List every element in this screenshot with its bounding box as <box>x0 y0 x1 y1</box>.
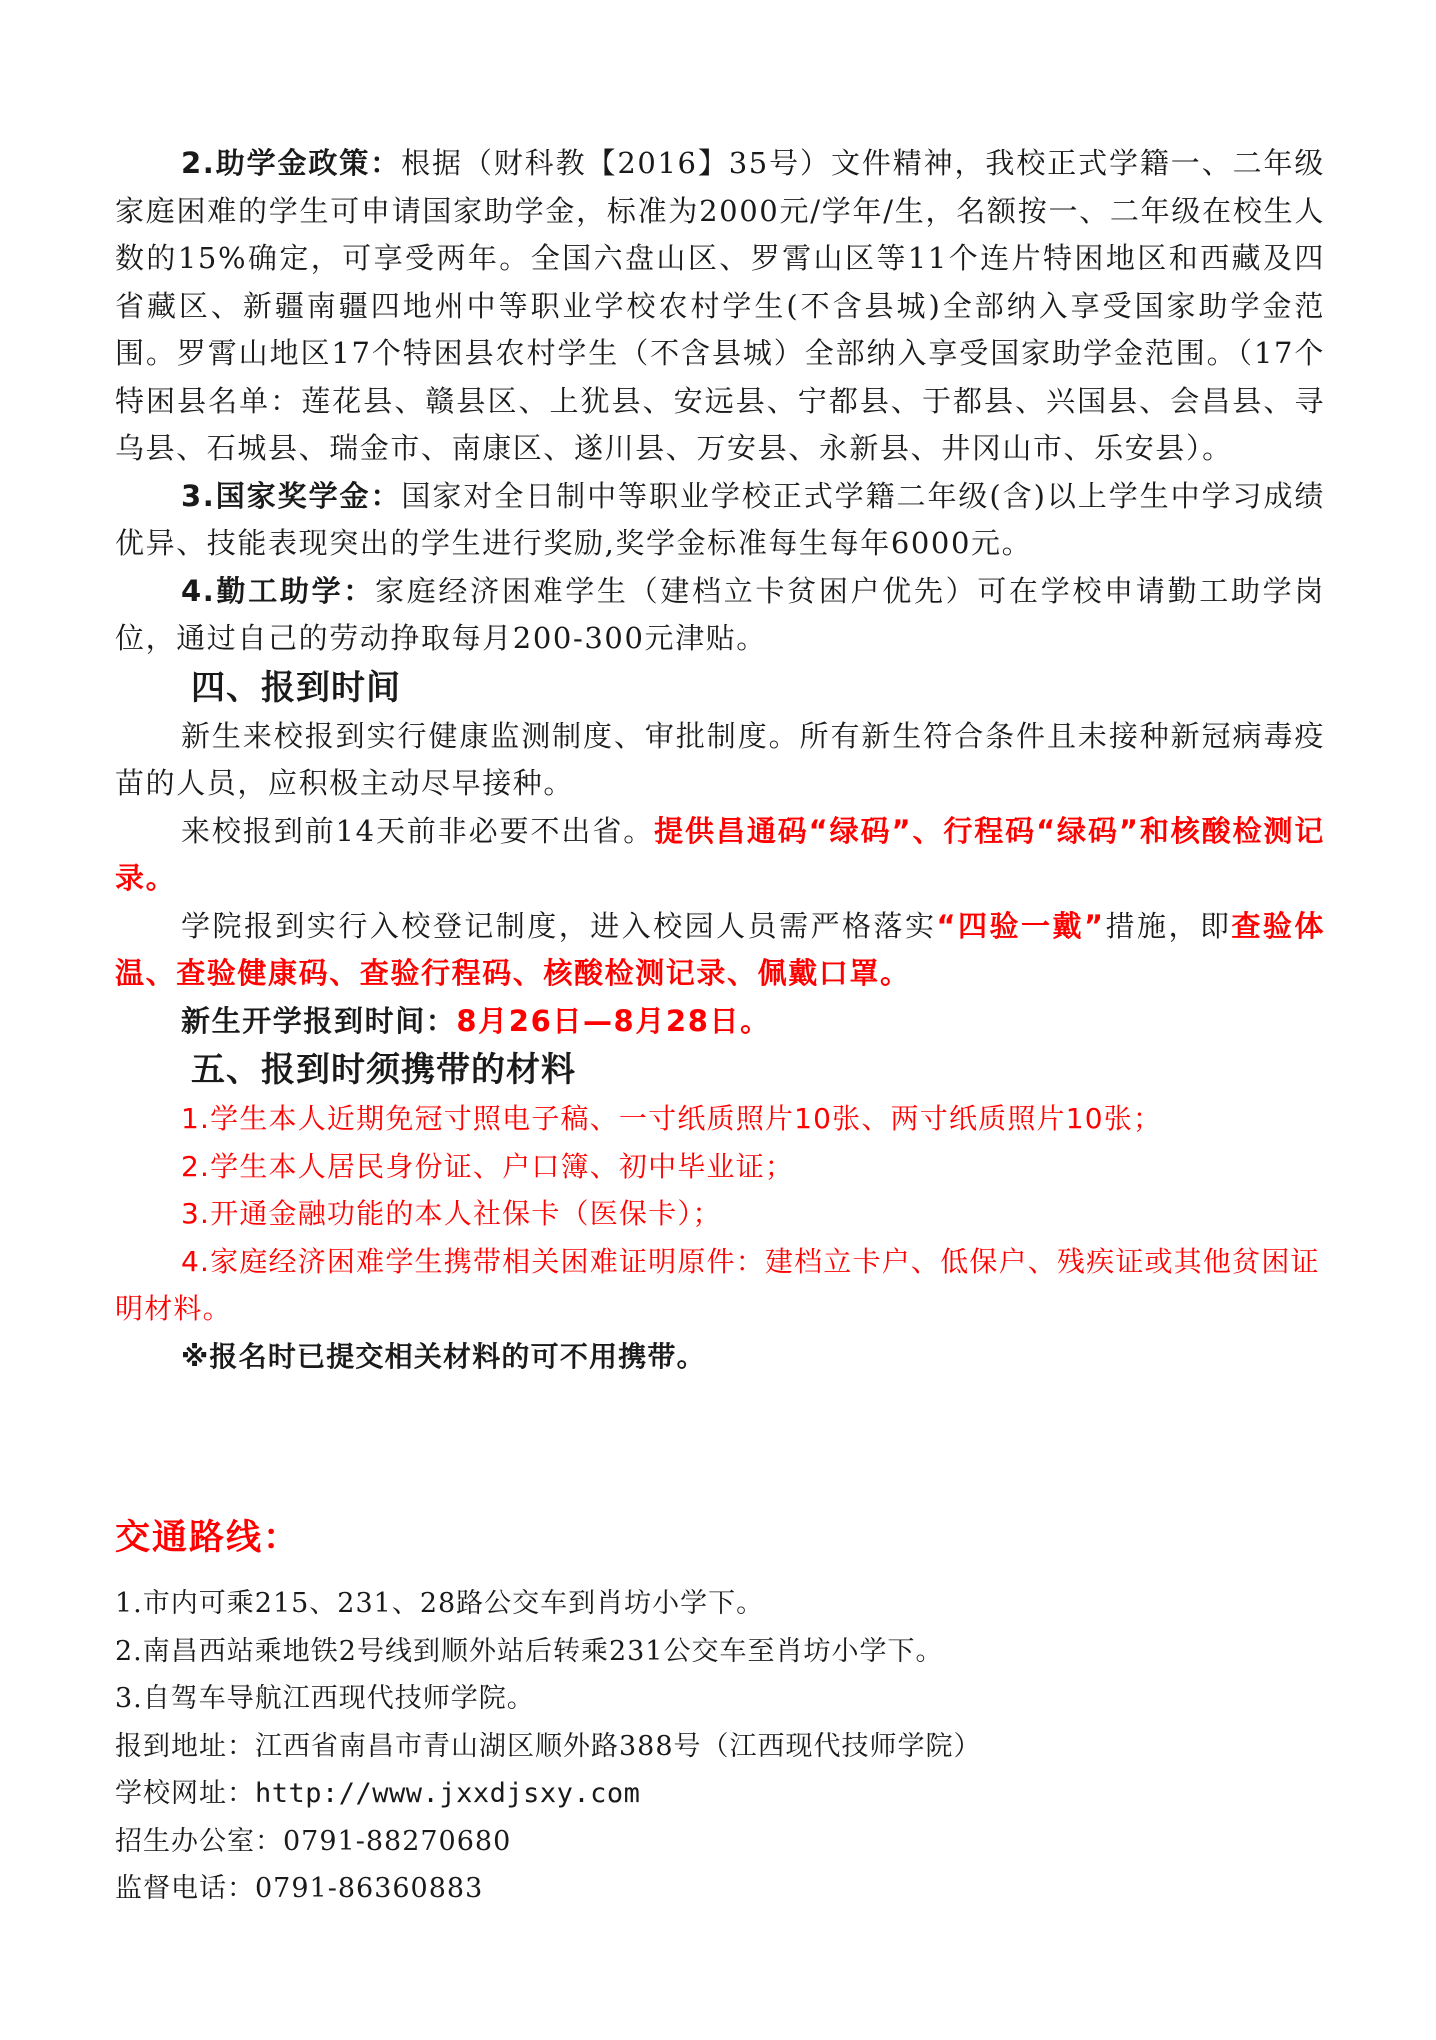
grant-policy-text: 根据（财科教【2016】35号）文件精神，我校正式学籍一、二年级家庭困难的学生可申请国家助学金，标准为2000元/学年/生，名额按一、二年级在校生人数的15%确定，可享受两年。全国六盘山区、罗霄山区等11个连片特困地区和西藏及四省藏区、新疆南疆四地州中等职业学校农村学生(不含县城)全部纳入享受国家助学金范围。罗霄山地区17个特困县农村学生（不含县城）全部纳入享受国家助学金范围。（17个特困县名单：莲花县、赣县区、上犹县、安远县、宁都县、于都县、兴国县、会昌县、寻乌县、石城县、瑞金市、南康区、遂川县、万安县、永新县、井冈山市、乐安县）。 <box>115 146 1325 465</box>
supervision-phone-line <box>115 1865 1325 1913</box>
address-value: 江西省南昌市青山湖区顺外路388号（江西现代技师学院） <box>255 1730 982 1762</box>
traffic-routes-title: 交通路线： <box>115 1518 301 1558</box>
section-heading-registration-time: 四、报到时间 <box>191 667 401 708</box>
grant-policy-label: 2.助学金政策： <box>181 146 402 180</box>
materials-item: 1.学生本人近期免冠寸照电子稿、一寸纸质照片10张、两寸纸质照片10张； <box>181 1102 1163 1135</box>
travel-requirement-paragraph <box>115 808 1325 903</box>
entry-registration-paragraph <box>115 903 1325 998</box>
four-checks-one-mask-highlight: “四验一戴” <box>936 908 1105 943</box>
entry-registration-text-2: 措施，即 <box>1104 908 1232 943</box>
supervision-phone-value: 0791-86360883 <box>255 1873 484 1904</box>
website-label: 学校网址： <box>115 1778 255 1809</box>
materials-note: ※报名时已提交相关材料的可不用携带。 <box>181 1339 706 1373</box>
address-line <box>115 1723 1325 1771</box>
address-label: 报到地址： <box>115 1730 255 1762</box>
entry-registration-text-1: 学院报到实行入校登记制度，进入校园人员需严格落实 <box>181 908 937 943</box>
materials-item: 3.开通金融功能的本人社保卡（医保卡）； <box>181 1197 722 1230</box>
registration-date-label: 新生开学报到时间： <box>181 1003 457 1038</box>
materials-item: 2.学生本人居民身份证、户口簿、初中毕业证； <box>181 1149 795 1183</box>
admissions-office-phone: 0791-88270680 <box>283 1825 512 1857</box>
traffic-info <box>115 1580 1325 1913</box>
work-study-paragraph <box>115 568 1325 663</box>
materials-item: 4.家庭经济困难学生携带相关困难证明原件：建档立卡户、低保户、残疾证或其他贫困证明材料。 <box>115 1244 1320 1325</box>
section-heading-materials: 五、报到时须携带的材料 <box>191 1050 576 1090</box>
entry-checks-highlight: 查验体温、查验健康码、查验行程码、核酸检测记录、佩戴口罩。 <box>115 908 1325 990</box>
grant-policy-paragraph <box>115 140 1325 473</box>
work-study-text: 家庭经济困难学生（建档立卡贫困户优先）可在学校申请勤工助学岗位，通过自己的劳动挣取每月200-300元津贴。 <box>115 573 1325 655</box>
route-item: 1.市内可乘215、231、28路公交车到肖坊小学下。 <box>115 1588 765 1619</box>
health-monitoring-paragraph: 新生来校报到实行健康监测制度、审批制度。所有新生符合条件且未接种新冠病毒疫苗的人员，应积极主动尽早接种。 <box>115 718 1325 800</box>
website-line <box>115 1770 1325 1818</box>
admissions-office-label: 招生办公室： <box>115 1825 283 1857</box>
work-study-label: 4.勤工助学： <box>181 573 376 608</box>
document-body <box>115 140 1325 1380</box>
travel-requirement-text: 来校报到前14天前非必要不出省。 <box>181 813 655 848</box>
registration-date-value: 8月26日—8月28日。 <box>456 1003 771 1038</box>
registration-date-paragraph <box>115 998 1325 1046</box>
scholarship-label: 3.国家奖学金： <box>181 478 402 513</box>
scholarship-text: 国家对全日制中等职业学校正式学籍二年级(含)以上学生中学习成绩优异、技能表现突出的学生进行奖励,奖学金标准每生每年6000元。 <box>115 478 1326 560</box>
scholarship-paragraph <box>115 473 1325 568</box>
supervision-phone-label: 监督电话： <box>115 1873 255 1904</box>
route-item: 2.南昌西站乘地铁2号线到顺外站后转乘231公交车至肖坊小学下。 <box>115 1635 944 1667</box>
travel-requirement-highlight: 提供昌通码“绿码”、行程码“绿码”和核酸检测记录。 <box>115 813 1325 895</box>
route-item: 3.自驾车导航江西现代技师学院。 <box>115 1683 535 1714</box>
admissions-office-line <box>115 1818 1325 1866</box>
website-link[interactable]: http://www.jxxdjsxy.com <box>255 1778 641 1809</box>
